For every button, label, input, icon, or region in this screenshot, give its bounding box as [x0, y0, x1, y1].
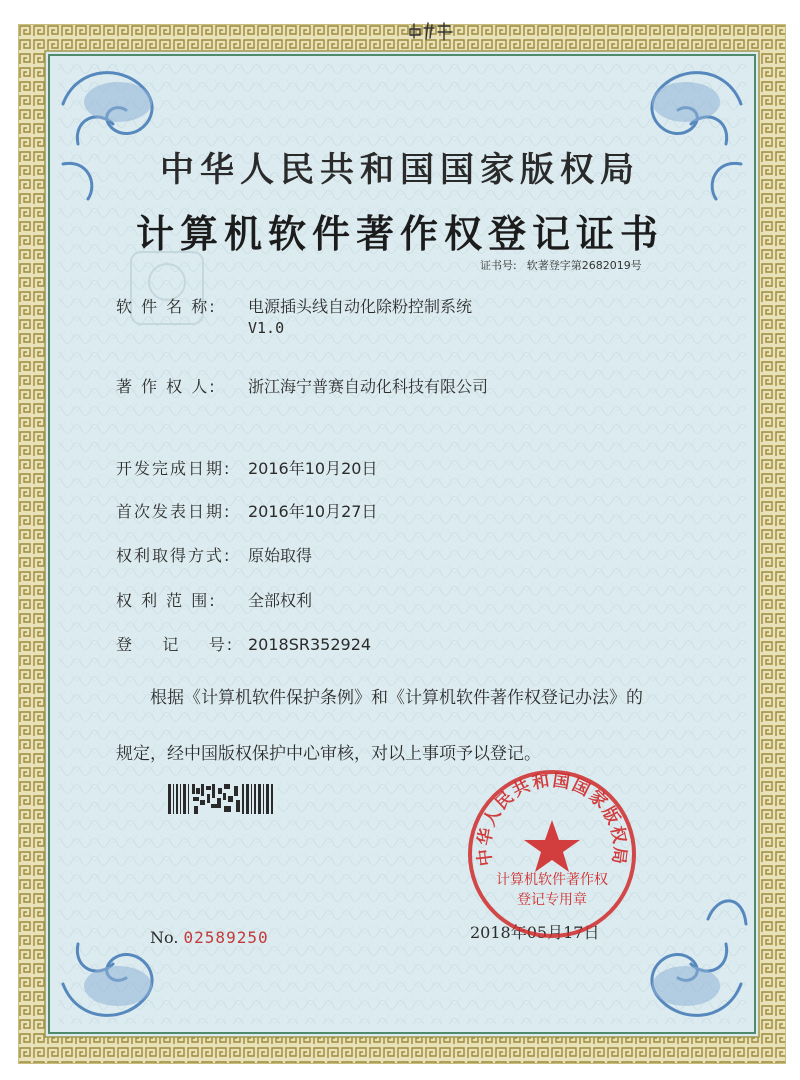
field-software-name	[116, 294, 472, 317]
field-acquisition-method	[116, 543, 312, 566]
field-value: 浙江海宁普赛自动化科技有限公司	[248, 377, 489, 396]
serial-number	[150, 928, 269, 947]
issuing-agency: 中华人民共和国国家版权局	[160, 150, 640, 190]
field-registration-number	[116, 632, 371, 655]
statement-line-2: 规定，经中国版权保护中心审核，对以上事项予以登记。	[116, 744, 541, 764]
certificate-number-label: 证书号:	[480, 259, 517, 272]
field-rights-scope	[116, 588, 312, 611]
serial-number-value: 02589250	[183, 928, 269, 947]
field-label: 首次发表日期:	[116, 502, 232, 521]
serial-number-label: No.	[150, 928, 179, 947]
barcode-image	[166, 780, 278, 818]
field-label: 软 件 名 称:	[116, 297, 217, 316]
star-icon	[524, 820, 580, 872]
field-value: 电源插头线自动化除粉控制系统	[248, 297, 473, 316]
seal-ring-text: 中华人民共和国国家版权局	[474, 770, 630, 868]
software-version: V1.0	[248, 319, 285, 337]
field-label: 权 利 范 围:	[116, 591, 217, 610]
field-development-date	[116, 456, 377, 479]
seal-line-2: 登记专用章	[517, 892, 587, 908]
statement	[116, 670, 706, 782]
field-label: 著 作 权 人:	[116, 377, 217, 396]
certificate-number-value: 软著登字第2682019号	[526, 259, 642, 272]
field-label: 开发完成日期:	[116, 459, 232, 478]
field-copyright-owner	[116, 374, 488, 397]
statement-line-1: 根据《计算机软件保护条例》和《计算机软件著作权登记办法》的	[150, 688, 643, 708]
seal-line-1: 计算机软件著作权	[496, 872, 608, 888]
field-label: 权利取得方式:	[116, 546, 232, 565]
official-seal	[466, 768, 638, 940]
certificate-number	[480, 257, 652, 273]
field-publication-date	[116, 499, 377, 522]
issue-date: 2018年05月17日	[470, 923, 600, 942]
field-label: 登 记 号:	[116, 635, 235, 654]
certificate-title: 计算机软件著作权登记证书	[135, 211, 664, 256]
handwritten-annotation	[408, 20, 456, 42]
field-value: 全部权利	[248, 591, 313, 610]
field-value: 2018SR352924	[248, 635, 372, 654]
field-value: 2016年10月20日	[248, 459, 378, 478]
field-value: 2016年10月27日	[248, 502, 378, 521]
field-value: 原始取得	[248, 546, 313, 565]
seal-text	[466, 870, 638, 910]
